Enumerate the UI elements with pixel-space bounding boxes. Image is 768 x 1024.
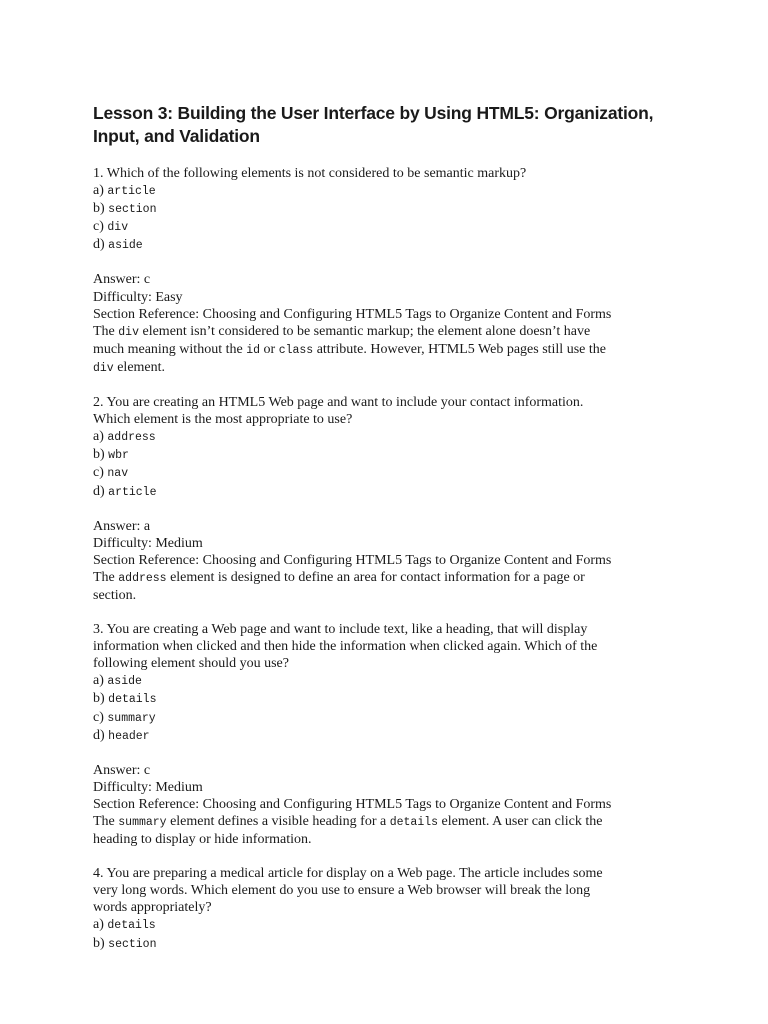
option-letter: c) <box>93 219 104 235</box>
option-d <box>93 727 693 745</box>
option-letter: d) <box>93 727 105 743</box>
option-d <box>93 483 693 501</box>
question-4 <box>93 865 693 952</box>
question-text: words appropriately? <box>93 900 212 916</box>
option-letter: a) <box>93 183 104 199</box>
option-letter: c) <box>93 465 104 481</box>
option-b <box>93 446 693 464</box>
answer: Answer: c <box>93 762 151 778</box>
answer: Answer: a <box>93 518 151 534</box>
option-b <box>93 935 693 953</box>
option-c <box>93 709 693 727</box>
option-a <box>93 672 693 690</box>
option-letter: a) <box>93 673 104 689</box>
explanation-line: The summary element defines a visible heading for a details element. A user can click the <box>93 814 603 829</box>
section-reference: Section Reference: Choosing and Configuring HTML5 Tags to Organize Content and Forms <box>93 552 612 568</box>
option-code: header <box>108 729 150 743</box>
option-code: article <box>107 185 156 199</box>
option-code: details <box>107 919 156 933</box>
title-line: Lesson 3: Building the User Interface by Using HTML5: Organization, <box>93 103 654 123</box>
question-text: Which element is the most appropriate to use? <box>93 412 353 428</box>
option-letter: d) <box>93 237 105 253</box>
option-d <box>93 236 693 254</box>
section-reference: Section Reference: Choosing and Configuring HTML5 Tags to Organize Content and Forms <box>93 796 612 812</box>
option-a <box>93 182 693 200</box>
answer: Answer: c <box>93 272 151 288</box>
difficulty: Difficulty: Medium <box>93 535 203 551</box>
option-letter: a) <box>93 917 104 933</box>
question-1 <box>93 165 693 377</box>
inline-code: details <box>389 816 439 829</box>
question-text: 3. You are creating a Web page and want to include text, like a heading, that will display <box>93 622 588 638</box>
option-code: wbr <box>108 449 129 463</box>
option-code: address <box>107 431 156 445</box>
question-text: 1. Which of the following elements is not considered to be semantic markup? <box>93 166 527 181</box>
option-letter: a) <box>93 429 104 445</box>
option-code: section <box>108 937 157 951</box>
option-letter: b) <box>93 691 105 707</box>
option-letter: b) <box>93 935 105 951</box>
inline-code: div <box>118 325 139 339</box>
explanation-line: section. <box>93 587 137 603</box>
question-2 <box>93 394 693 604</box>
inline-code: class <box>278 343 314 357</box>
option-code: summary <box>107 711 156 725</box>
option-letter: c) <box>93 709 104 725</box>
inline-code: div <box>93 361 114 375</box>
question-3 <box>93 621 693 848</box>
option-b <box>93 690 693 708</box>
option-letter: d) <box>93 483 105 499</box>
explanation-line: much meaning without the id or class attribute. However, HTML5 Web pages still use the <box>93 341 606 357</box>
difficulty: Difficulty: Medium <box>93 779 203 795</box>
lesson-title <box>93 102 693 148</box>
option-a <box>93 428 693 446</box>
explanation-line: heading to display or hide information. <box>93 832 312 848</box>
inline-code: summary <box>118 816 167 829</box>
difficulty: Difficulty: Easy <box>93 289 183 305</box>
document-page <box>93 102 693 953</box>
option-letter: b) <box>93 447 105 463</box>
section-reference: Section Reference: Choosing and Configuring HTML5 Tags to Organize Content and Forms <box>93 306 612 322</box>
option-code: details <box>108 693 157 707</box>
question-text: very long words. Which element do you use to ensure a Web browser will break the long <box>93 883 591 899</box>
question-text: 2. You are creating an HTML5 Web page and want to include your contact information. <box>93 395 584 411</box>
question-text: 4. You are preparing a medical article for display on a Web page. The article includes some <box>93 866 603 882</box>
explanation-line: div element. <box>93 359 166 375</box>
option-code: aside <box>107 675 142 689</box>
option-code: section <box>108 203 157 217</box>
option-letter: b) <box>93 201 105 217</box>
option-a <box>93 916 693 934</box>
explanation-line: The div element isn’t considered to be semantic markup; the element alone doesn’t have <box>93 323 591 339</box>
option-code: nav <box>107 467 129 481</box>
option-code: div <box>107 221 129 235</box>
explanation-line: The address element is designed to define an area for contact information for a page or <box>93 569 585 585</box>
option-code: aside <box>108 239 143 253</box>
question-text: following element should you use? <box>93 656 289 672</box>
inline-code: address <box>118 571 167 585</box>
inline-code: id <box>246 343 261 357</box>
option-b <box>93 200 693 218</box>
title-line: Input, and Validation <box>93 126 260 146</box>
option-code: article <box>108 485 157 499</box>
option-c <box>93 464 693 482</box>
option-c <box>93 218 693 236</box>
question-text: information when clicked and then hide the information when clicked again. Which of the <box>93 639 598 655</box>
